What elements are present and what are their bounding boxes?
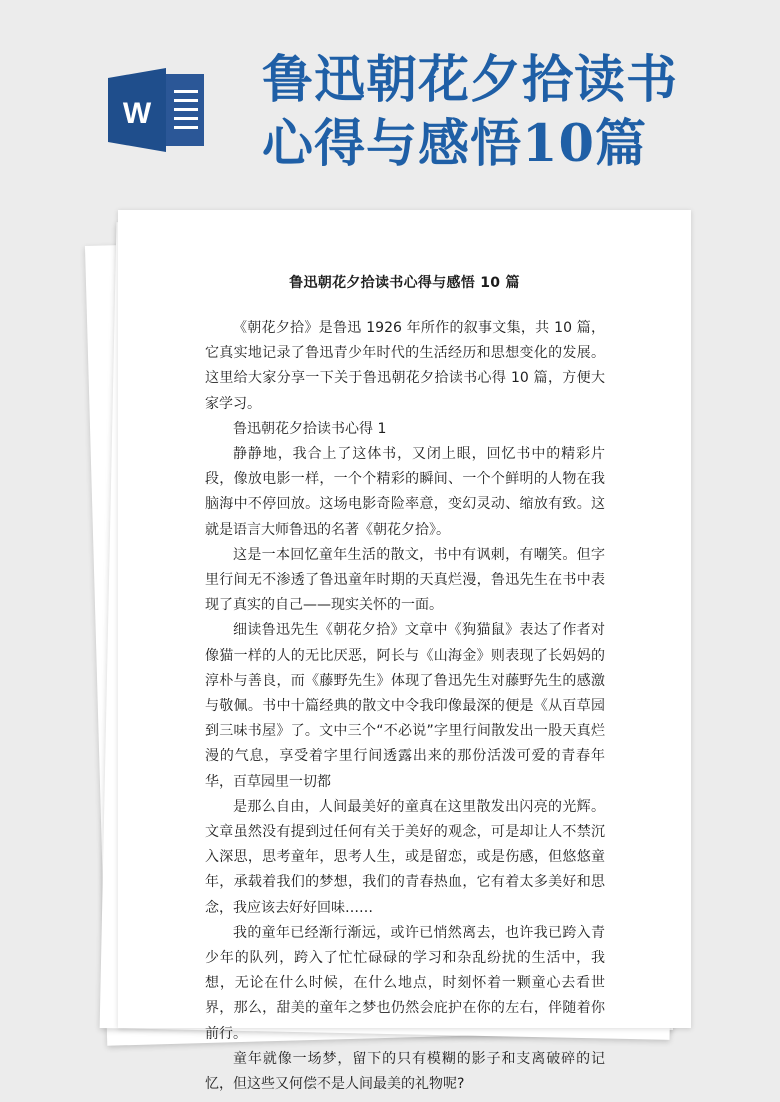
header-banner <box>0 0 780 200</box>
paragraph: 是那么自由，人间最美好的童真在这里散发出闪亮的光辉。文章虽然没有提到过任何有关于美好的观念，可是却让人不禁沉入深思，思考童年，思考人生，或是留恋，或是伤感，但悠悠童年，承载着我们的梦想，我们的青春热血，它有着太多美好和思念，我应该去好好回味…… <box>205 798 605 916</box>
svg-text:W: W <box>122 97 152 130</box>
paragraph: 静静地，我合上了这体书，又闭上眼，回忆书中的精彩片段，像放电影一样，一个个精彩的瞬间、一个个鲜明的人物在我脑海中不停回放。这场电影奇险率意，变幻灵动、缩放有致。这就是语言大师鲁迅的名著《朝花夕拾》。 <box>205 446 605 538</box>
document-title: 鲁迅朝花夕拾读书心得与感悟 10 篇 <box>289 275 520 291</box>
document-body <box>205 316 605 1097</box>
page-title-line-1: 鲁迅朝花夕拾读书 <box>262 50 679 110</box>
paragraph: 我的童年已经渐行渐远，或许已悄然离去，也许我已跨入青少年的队列，跨入了忙忙碌碌的学习和杂乱纷扰的生活中，我想，无论在什么时候，在什么地点，时刻怀着一颗童心去看世界，那么，甜美的童年之梦也仍然会庇护在你的左右，伴随着你前行。 <box>205 924 605 1042</box>
word-document-icon <box>108 68 208 152</box>
page-title-line-2: 心得与感悟10篇 <box>262 114 647 174</box>
paragraph: 童年就像一场梦，留下的只有模糊的影子和支离破碎的记忆，但这些又何偿不是人间最美的礼物呢? <box>205 1050 605 1093</box>
section-heading: 鲁迅朝花夕拾读书心得 1 <box>233 420 387 437</box>
page-title <box>262 48 762 176</box>
paragraph: 细读鲁迅先生《朝花夕拾》文章中《狗猫鼠》表达了作者对像猫一样的人的无比厌恶，阿长与《山海金》则表现了长妈妈的淳朴与善良，而《藤野先生》体现了鲁迅先生对藤野先生的感激与敬佩。书中十篇经典的散文中令我印像最深的便是《从百草园到三味书屋》了。文中三个“不必说”字里行间散发出一股天真烂漫的气息，享受着字里行间透露出来的那份活泼可爱的青春年华，百草园里一切都 <box>205 622 605 790</box>
paragraph-intro: 《朝花夕拾》是鲁迅 1926 年所作的叙事文集，共 10 篇，它真实地记录了鲁迅青少年时代的生活经历和思想变化的发展。这里给大家分享一下关于鲁迅朝花夕拾读书心得 10 篇，方便大家学习。 <box>205 320 605 412</box>
paragraph: 这是一本回忆童年生活的散文，书中有讽刺，有嘲笑。但字里行间无不渗透了鲁迅童年时期的天真烂漫，鲁迅先生在书中表现了真实的自己——现实关怀的一面。 <box>205 546 605 614</box>
document-page <box>118 210 691 1093</box>
